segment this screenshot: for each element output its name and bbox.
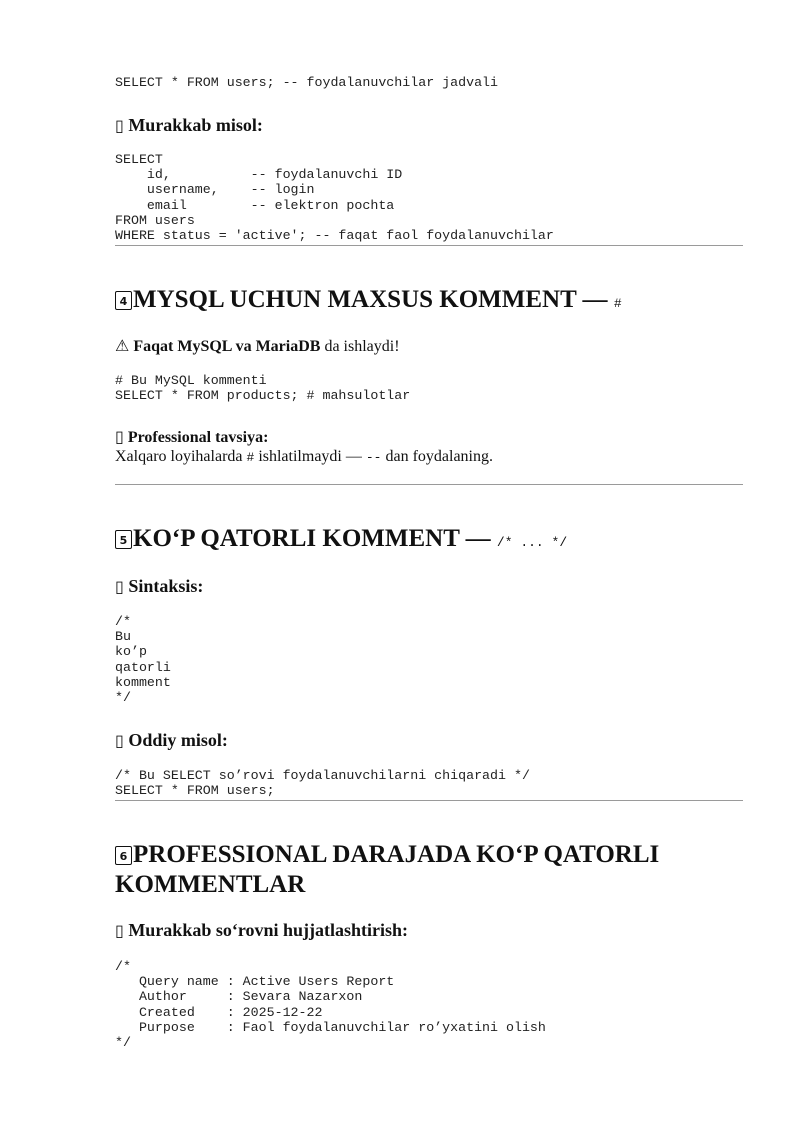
- heading-text: Oddiy misol:: [128, 730, 228, 750]
- heading-text: Murakkab misol:: [128, 115, 263, 135]
- warning-icon: ⚠: [115, 336, 130, 355]
- heading-text: Murakkab so‘rovni hujjatlashtirish:: [128, 920, 409, 940]
- warning-rest: da ishlaydi!: [320, 338, 400, 355]
- box-icon: ▯: [115, 427, 124, 446]
- box-icon: ▯: [115, 921, 124, 940]
- code-block-simple: /* Bu SELECT so’rovi foydalanuvchilarni chiqaradi */ SELECT * FROM users;: [115, 768, 530, 799]
- heading-syntax: [115, 575, 203, 598]
- number-5-icon: 5: [115, 530, 132, 549]
- section-6-title-line1: PROFESSIONAL DARAJADA KO‘P QATORLI: [133, 841, 660, 868]
- heading-complex-example: [115, 114, 263, 137]
- separator: [115, 800, 743, 801]
- box-icon: ▯: [115, 731, 124, 750]
- box-icon: ▯: [115, 116, 124, 135]
- section-6-title-line2: KOMMENTLAR: [115, 871, 306, 898]
- tip-text-b: ishlatilmaydi —: [254, 448, 366, 465]
- heading-documentation: [115, 919, 408, 942]
- section-5-title-text: KO‘P QATORLI KOMMENT —: [133, 525, 497, 552]
- box-icon: ▯: [115, 577, 124, 596]
- tip-code-dashes: --: [365, 450, 382, 465]
- warning-bold: Faqat MySQL va MariaDB: [133, 338, 321, 355]
- tip-text-c: dan foydalaning.: [381, 448, 493, 465]
- code-block-mysql: # Bu MySQL kommenti SELECT * FROM products; # mahsulotlar: [115, 373, 411, 404]
- separator: [115, 484, 743, 485]
- section-4-title: [115, 285, 622, 319]
- section-6-title: [115, 840, 743, 900]
- heading-simple-example: [115, 729, 228, 752]
- tip-heading: [115, 427, 268, 448]
- code-block-syntax: /* Bu ko’p qatorli komment */: [115, 614, 171, 706]
- code-block-complex: SELECT id, -- foydalanuvchi ID username, -- login email -- elektron pochta FROM users WHERE status = 'active'; -- faqat faol foydalanuvchilar: [115, 152, 554, 244]
- section-5-title: [115, 524, 567, 558]
- tip-heading-text: Professional tavsiya:: [127, 429, 269, 446]
- separator: [115, 245, 743, 246]
- code-block-users: SELECT * FROM users; -- foydalanuvchilar jadvali: [115, 75, 499, 90]
- number-4-icon: 4: [115, 291, 132, 310]
- tip-code-hash: #: [246, 450, 255, 465]
- tip-text: [115, 447, 493, 468]
- section-4-title-text: MYSQL UCHUN MAXSUS KOMMENT —: [133, 286, 614, 313]
- tip-text-a: Xalqaro loyihalarda: [115, 448, 247, 465]
- section-4-title-code: #: [613, 296, 622, 311]
- code-block-documentation: /* Query name : Active Users Report Author : Sevara Nazarxon Created : 2025-12-22 Purpose : Faol foydalanuvchilar ro’yxatini olish */: [115, 959, 546, 1051]
- warning-line: [115, 336, 400, 357]
- section-5-title-code: /* ... */: [496, 535, 568, 550]
- heading-text: Sintaksis:: [128, 576, 204, 596]
- number-6-icon: 6: [115, 846, 132, 865]
